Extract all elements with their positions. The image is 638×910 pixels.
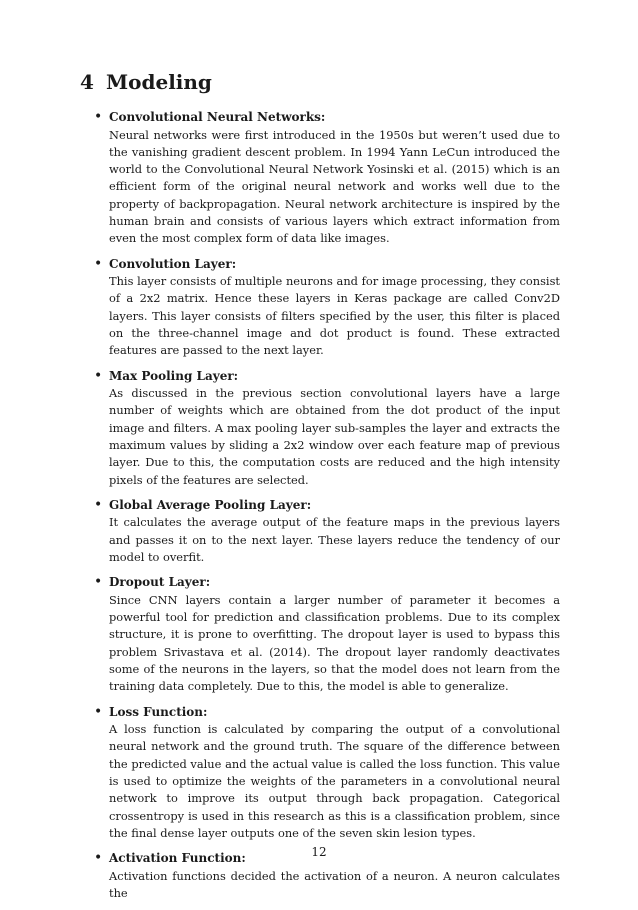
item-body: Neural networks were first introduced in the 1950s but weren’t used due to the vanishing gradient descent problem. In 1994 Yann LeCun introduced the world to the Convolutional Neural Network Yosinski et al. (2015) which is an efficient form of the original neural network and works well due to the property of backpropagation. Neural network architecture is inspired by the human brain and consists of various layers which extract information from even the most complex form of data like images. [109,127,560,246]
list-item-cnn [92,109,560,248]
bullet-icon: • [94,574,103,591]
page-number: 12 [311,845,327,859]
item-body: A loss function is calculated by comparing the output of a convolutional neural network and the ground truth. The square of the difference between the predicted value and the actual value is called the loss function. This value is used to optimize the weights of the parameters in a convolutional neural network to improve its output through back propagation. Categorical crossentropy is used in this research as this is a classification problem, since the final dense layer outputs one of the seven skin lesion types. [109,722,560,840]
bullet-icon: • [94,367,103,384]
item-body: It calculates the average output of the feature maps in the previous layers and passes it on to the next layer. These layers reduce the tendency of our model to overfit. [109,515,560,564]
bullet-icon: • [94,850,103,867]
section-number: 4 [80,70,94,94]
item-title: Global Average Pooling Layer: [109,497,312,512]
list-item-max-pooling [92,368,560,489]
bullet-list [92,109,560,910]
section-title: Modeling [106,70,212,94]
item-title: Convolution Layer: [109,256,237,271]
list-item-convolution-layer [92,256,560,360]
list-item-dropout [92,574,560,695]
item-title: Activation Function: [109,851,246,866]
item-body: As discussed in the previous section convolutional layers have a large number of weights which are obtained from the dot product of the input image and filters. A max pooling layer sub-samples the layer and extracts the maximum values by sliding a 2x2 window over each feature map of previous layer. Due to this, the computation costs are reduced and the high intensity pixels of the features are selected. [109,386,560,487]
item-body: This layer consists of multiple neurons and for image processing, they consist of a 2x2 matrix. Hence these layers in Keras package are called Conv2D layers. This layer consists of filters specified by the user, this filter is placed on the three-channel image and dot product is found. These extracted features are passed to the next layer. [109,274,560,358]
item-title: Max Pooling Layer: [109,368,239,383]
item-body: Activation functions decided the activation of a neuron. A neuron calculates the [109,868,560,900]
bullet-icon: • [94,703,103,720]
item-title: Convolutional Neural Networks: [109,110,326,124]
item-body: Since CNN layers contain a larger number of parameter it becomes a powerful tool for prediction and classification problems. Due to its complex structure, it is prone to overfitting. The dropout layer is used to bypass this problem Srivastava et al. (2014). The dropout layer randomly deactivates some of the neurons in the layers, so that the model does not learn from the training data completely. Due to this, the model is able to generalize. [109,592,560,694]
section-heading [80,70,212,94]
list-item-global-average-pooling [92,497,560,566]
list-item-loss-function [92,704,560,843]
bullet-icon: • [94,255,103,272]
bullet-icon: • [94,109,103,125]
item-title: Dropout Layer: [109,575,211,590]
item-title: Loss Function: [109,704,208,719]
bullet-icon: • [94,496,103,513]
